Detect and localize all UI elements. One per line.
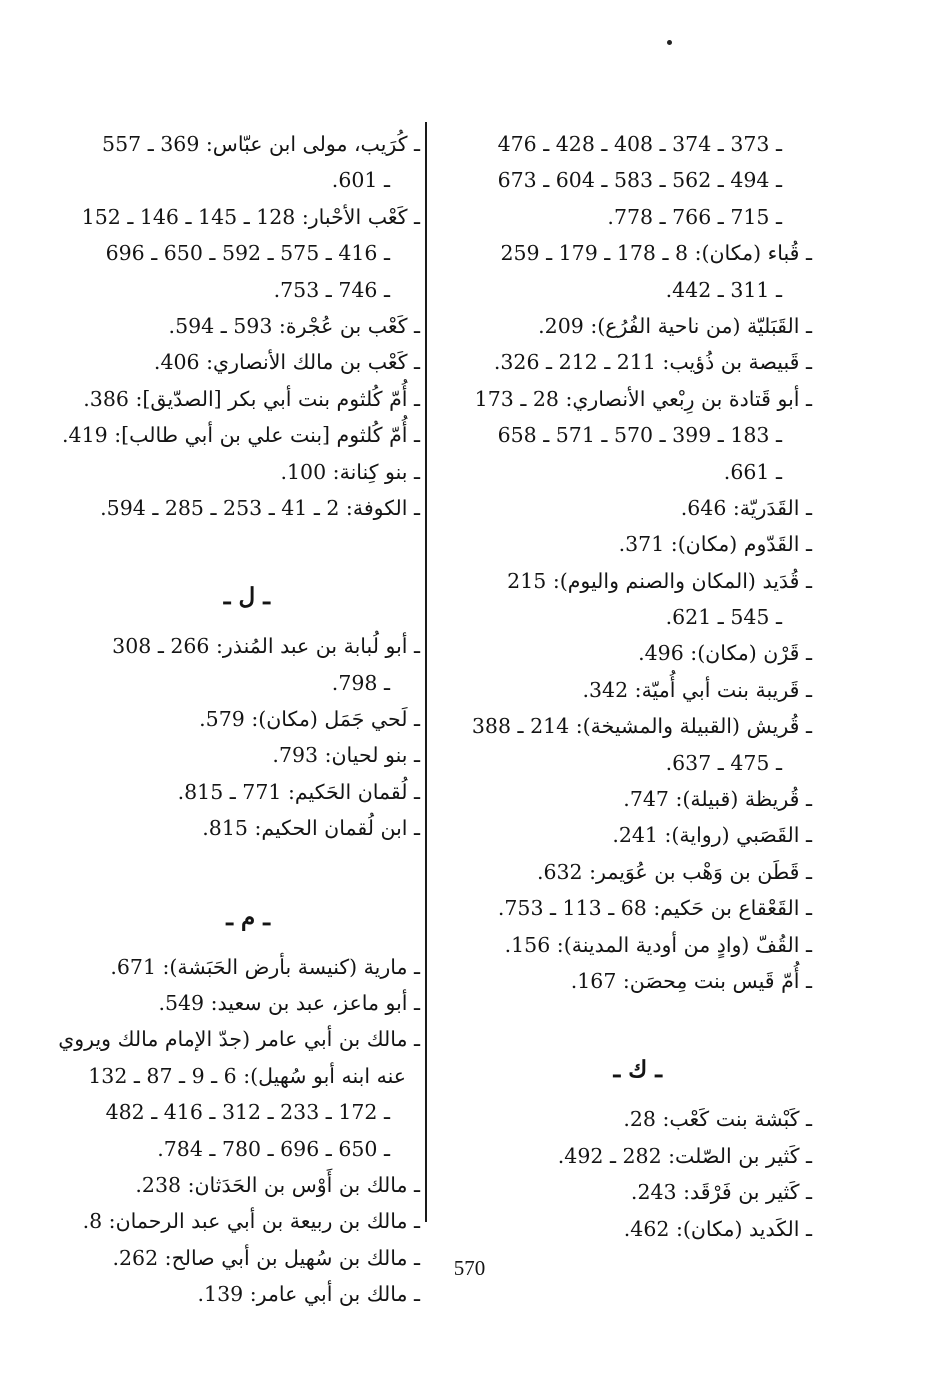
index-entry-continuation: ـ 715 ـ 766 ـ 778. (607, 204, 782, 229)
index-entry: ـ قَطَن بن وَهْب بن عُوَيمر: 632. (536, 859, 812, 884)
index-entry-continuation: ـ 494 ـ 562 ـ 583 ـ 604 ـ 673 (497, 168, 782, 193)
index-entry-continuation: ـ 172 ـ 233 ـ 312 ـ 416 ـ 482 (105, 1100, 390, 1125)
index-entry: ـ كَعْب بن عُجْرة: 593 ـ 594. (168, 313, 420, 338)
index-entry-continuation: ـ 746 ـ 753. (273, 277, 390, 302)
index-entry: ـ قُباء (مكان): 8 ـ 178 ـ 179 ـ 259 (500, 241, 812, 266)
index-entry: ـ كُرَيب، مولى ابن عبّاس: 369 ـ 557 (102, 132, 420, 156)
index-entry-continuation: عنه ابنه أبو سُهيل): 6 ـ 9 ـ 87 ـ 132 (88, 1063, 406, 1088)
section-gap (18, 847, 420, 887)
index-entry: ـ أبو قَتادة بن رِبْعي الأنصاري: 28 ـ 173 (474, 386, 812, 411)
index-entry-continuation: ـ 545 ـ 621. (665, 605, 782, 630)
index-column-left (18, 126, 420, 1313)
index-entry-continuation: ـ 373 ـ 374 ـ 408 ـ 428 ـ 476 (497, 132, 782, 156)
index-entry: ـ كَثير بن الصّلت: 282 ـ 492. (557, 1143, 812, 1168)
index-entry: ـ القَدَريّة: 646. (680, 495, 812, 520)
section-letter-heading: ـ م ـ (226, 903, 270, 931)
index-entry: ـ مالك بن أبي عامر: 139. (197, 1282, 420, 1307)
index-entry-continuation: ـ 661. (723, 459, 782, 484)
index-entry: ـ الكوفة: 2 ـ 41 ـ 253 ـ 285 ـ 594. (100, 495, 420, 520)
section-letter-heading: ـ ك ـ (613, 1056, 662, 1084)
index-entry: ـ بنو لحيان: 793. (272, 743, 420, 768)
index-entry-continuation: ـ 798. (331, 670, 390, 695)
index-entry-continuation: ـ 650 ـ 696 ـ 780 ـ 784. (157, 1136, 390, 1161)
index-entry: ـ مالك بن ربيعة بن أبي عبد الرحمان: 8. (82, 1209, 420, 1234)
index-entry: ـ أبو لُبابة بن عبد المُنذر: 266 ـ 308 (112, 634, 420, 659)
index-entry: ـ أُمّ كُلثوم [بنت علي بن أبي طالب]: 419. (62, 423, 420, 448)
index-entry: ـ الكَديد (مكان): 462. (623, 1216, 812, 1241)
column-divider (425, 122, 427, 1222)
index-entry: ـ لُقمان الحَكيم: 771 ـ 815. (177, 779, 420, 804)
index-entry: ـ القُفّ (وادٍ من أودية المدينة): 156. (504, 932, 812, 957)
index-entry: ـ أبو ماعز، عبد بن سعيد: 549. (158, 991, 420, 1016)
index-entry: ـ قُريظة (قبيلة): 747. (623, 787, 812, 812)
index-entry: ـ لَحي جَمَل (مكان): 579. (199, 707, 420, 732)
index-entry-continuation: ـ 475 ـ 637. (665, 750, 782, 775)
index-column-right (432, 126, 812, 1247)
index-entry-continuation: ـ 601. (331, 168, 390, 193)
index-entry: ـ بنو كِنانة: 100. (280, 459, 420, 484)
index-entry: ـ أُمّ كُلثوم بنت أبي بكر [الصدّيق]: 386. (83, 386, 420, 411)
index-entry: ـ مارية (كنيسة بأرض الحَبَشة): 671. (110, 954, 420, 979)
index-entry: ـ مالك بن أَوْس بن الحَدَثان: 238. (135, 1172, 420, 1197)
page-number: 570 (453, 1256, 486, 1280)
index-entry: ـ كَثير بن فَرْقَد: 243. (630, 1180, 812, 1205)
index-entry: ـ مالك بن سُهيل بن أبي صالح: 262. (112, 1245, 420, 1270)
index-entry: ـ القَبَليّة (من ناحية الفُرُع): 209. (538, 313, 812, 338)
index-entry-continuation: ـ 311 ـ 442. (665, 277, 782, 302)
index-entry: ـ القَعْقاع بن حَكيم: 68 ـ 113 ـ 753. (497, 896, 812, 921)
section-letter-heading: ـ ل ـ (223, 583, 270, 611)
section-gap (18, 526, 420, 566)
index-entry: ـ أُمّ قَيس بنت مِحصَن: 167. (570, 968, 812, 993)
index-entry: ـ قَريبة بنت أبي أُميّة: 342. (582, 677, 812, 702)
index-entry: ـ كَبْشة بنت كَعْب: 28. (623, 1107, 812, 1132)
index-entry: ـ مالك بن أبي عامر (جدّ الإمام مالك ويروي (58, 1027, 420, 1052)
stray-dot (667, 40, 672, 45)
section-gap (432, 999, 812, 1039)
index-entry-continuation: ـ 183 ـ 399 ـ 570 ـ 571 ـ 658 (497, 423, 782, 448)
index-entry: ـ القَدّوم (مكان): 371. (618, 532, 812, 557)
index-entry: ـ كَعْب الأحْبار: 128 ـ 145 ـ 146 ـ 152 (81, 204, 420, 229)
index-entry: ـ قَبيصة بن ذُؤيب: 211 ـ 212 ـ 326. (493, 350, 812, 375)
index-entry: ـ القَصَبي (رواية): 241. (612, 823, 812, 848)
index-entry: ـ قُدَيد (المكان والصنم واليوم): 215 (507, 568, 812, 593)
index-entry: ـ ابن لُقمان الحكيم: 815. (202, 816, 420, 841)
index-entry: ـ قَرْن (مكان): 496. (638, 641, 812, 666)
index-entry: ـ كَعْب بن مالك الأنصاري: 406. (153, 350, 420, 375)
index-entry: ـ قُريش (القبيلة والمشيخة): 214 ـ 388 (471, 714, 812, 739)
index-entry-continuation: ـ 416 ـ 575 ـ 592 ـ 650 ـ 696 (105, 241, 390, 266)
